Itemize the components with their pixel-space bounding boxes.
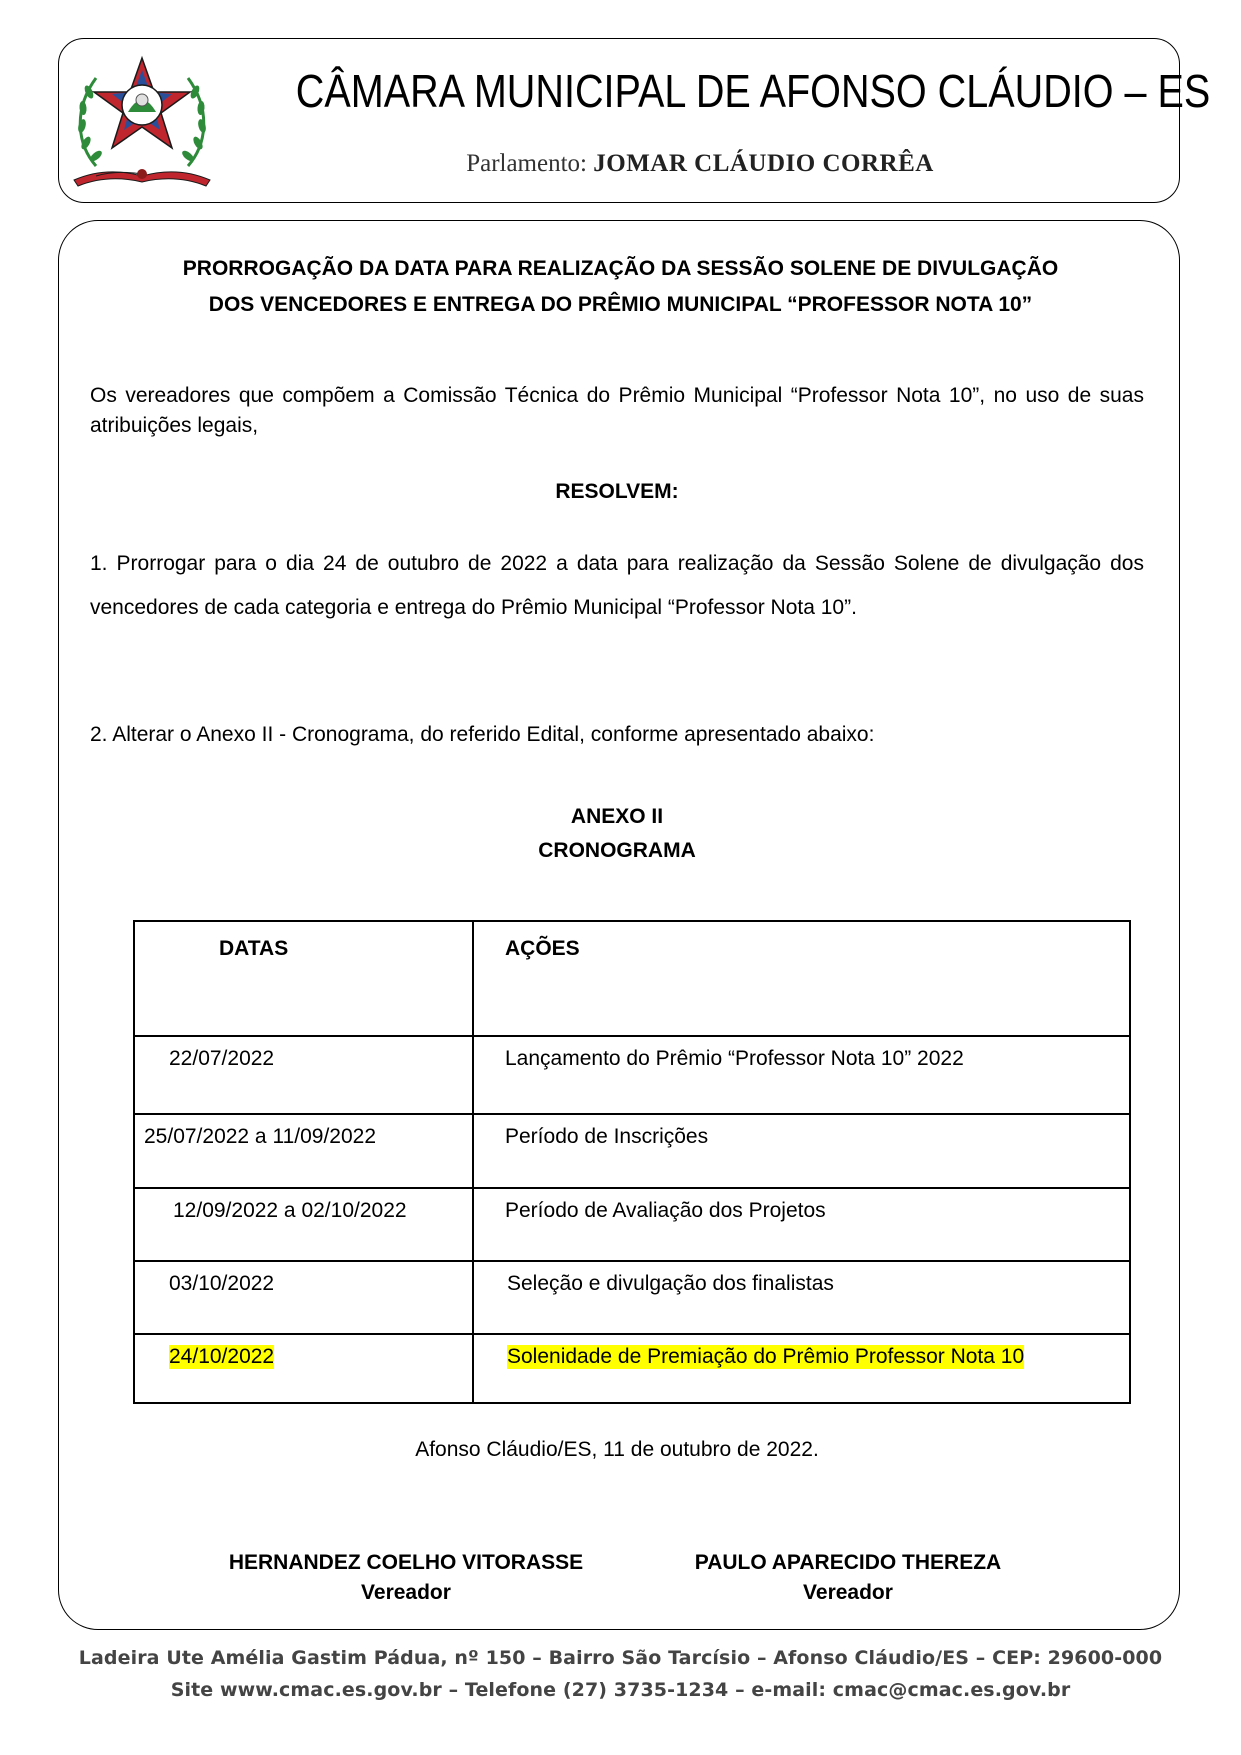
row-4-date: 03/10/2022: [169, 1272, 275, 1295]
parliament-label: Parlamento:: [466, 150, 587, 177]
row-5-date: 24/10/2022: [169, 1345, 275, 1368]
row-1-action: Lançamento do Prêmio “Professor Nota 10” 2022: [505, 1047, 964, 1070]
header-dates: DATAS: [219, 937, 289, 960]
annex-subtitle: CRONOGRAMA: [538, 839, 696, 862]
row-4-action: Seleção e divulgação dos finalistas: [507, 1272, 834, 1295]
header-frame: [58, 38, 1211, 203]
resolvem-heading: RESOLVEM:: [555, 480, 679, 503]
item-2-paragraph: 2. Alterar o Anexo II - Cronograma, do referido Edital, conforme apresentado abaixo:: [90, 723, 875, 746]
table-row-divider: [135, 1260, 1129, 1262]
row-2-date: 25/07/2022 a 11/09/2022: [144, 1125, 376, 1148]
document-title-line-2: DOS VENCEDORES E ENTREGA DO PRÊMIO MUNICIPAL “PROFESSOR NOTA 10”: [208, 293, 1033, 316]
document-title: [90, 251, 1151, 323]
item-1-paragraph: 1. Prorrogar para o dia 24 de outubro de 2022 a data para realização da Sessão Solene de divulgação dos vencedores de cada categoria e entrega do Prêmio Municipal “Professor Nota 10”.: [90, 552, 1144, 619]
place-and-date: Afonso Cláudio/ES, 11 de outubro de 2022.: [415, 1438, 819, 1461]
row-1-date: 22/07/2022: [169, 1047, 275, 1070]
signature-block: [658, 1548, 1038, 1608]
row-5-action: Solenidade de Premiação do Prêmio Professor Nota 10: [507, 1345, 1025, 1368]
signatory-name: PAULO APARECIDO THEREZA: [694, 1551, 1002, 1574]
row-3-action: Período de Avaliação dos Projetos: [505, 1199, 826, 1222]
footer-address: Ladeira Ute Amélia Gastim Pádua, nº 150 – Bairro São Tarcísio – Afonso Cláudio/ES – CEP: 29600-000: [78, 1647, 1163, 1669]
document-title-line-1: PRORROGAÇÃO DA DATA PARA REALIZAÇÃO DA SESSÃO SOLENE DE DIVULGAÇÃO: [182, 257, 1059, 280]
row-3-date: 12/09/2022 a 02/10/2022: [173, 1199, 407, 1222]
table-row-divider: [135, 1035, 1129, 1037]
footer: [0, 1642, 1241, 1706]
signatory-role: Vereador: [803, 1581, 893, 1604]
header-actions: AÇÕES: [505, 937, 580, 960]
institution-title: CÂMARA MUNICIPAL DE AFONSO CLÁUDIO – ES: [295, 65, 1211, 117]
signatory-name: HERNANDEZ COELHO VITORASSE: [228, 1551, 584, 1574]
parliament-name: JOMAR CLÁUDIO CORRÊA: [593, 150, 934, 177]
annex-heading: [90, 800, 1144, 868]
table-column-divider: [472, 922, 474, 1402]
schedule-table: [133, 920, 1131, 1404]
row-2-action: Período de Inscrições: [505, 1125, 709, 1148]
footer-contact: Site www.cmac.es.gov.br – Telefone (27) 3735-1234 – e-mail: cmac@cmac.es.gov.br: [170, 1679, 1071, 1701]
signatory-role: Vereador: [361, 1581, 451, 1604]
municipal-crest-icon: [66, 48, 218, 190]
intro-paragraph: Os vereadores que compõem a Comissão Técnica do Prêmio Municipal “Professor Nota 10”, no uso de suas atribuições legais,: [90, 384, 1144, 437]
table-row-divider: [135, 1113, 1129, 1115]
table-row-divider: [135, 1187, 1129, 1189]
table-row-divider: [135, 1333, 1129, 1335]
annex-title: ANEXO II: [570, 805, 664, 828]
signature-block: [186, 1548, 626, 1608]
parliament-line: [230, 150, 1170, 178]
